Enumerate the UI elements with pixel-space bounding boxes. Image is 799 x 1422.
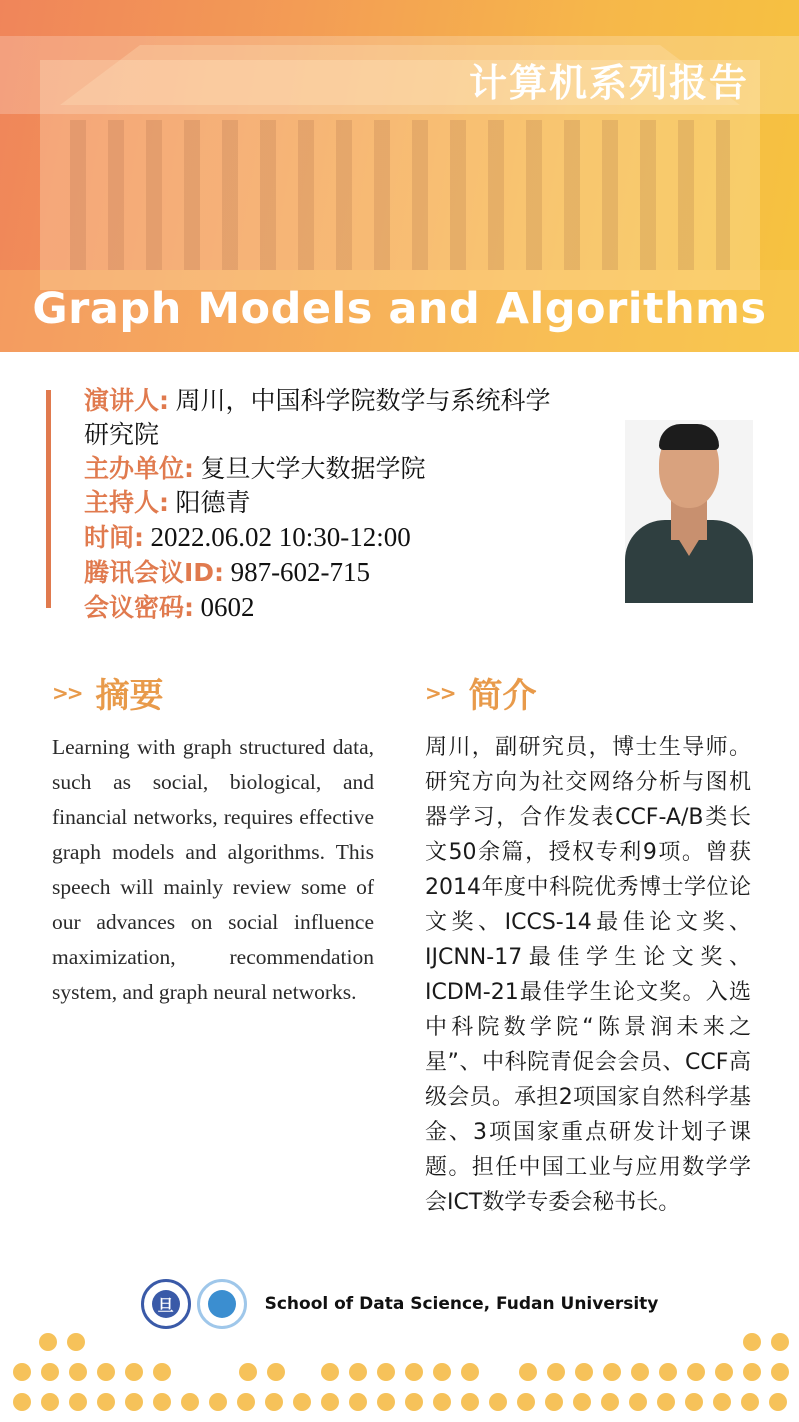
decorative-dot [97,1393,115,1411]
decorative-dot [741,1393,759,1411]
decorative-dot [293,1393,311,1411]
chevron-right-icon: >> [425,680,455,705]
decorative-dot [67,1333,85,1351]
decorative-dot [153,1363,171,1381]
decorative-dot [41,1393,59,1411]
host-org-value: 复旦大学大数据学院 [200,454,426,483]
decorative-dot [771,1333,789,1351]
speaker-label: 演讲人: [84,386,169,415]
talk-title: Graph Models and Algorithms [32,284,767,334]
decorative-dot [265,1393,283,1411]
speaker-value-continued: 研究院 [84,420,160,449]
decorative-dot [377,1363,395,1381]
decorative-dot [39,1333,57,1351]
abstract-text: Learning with graph structured data, such as social, biological, and financial networks, requires effective graph models and algorithms. This speech will mainly review some of our advances on social influence maximization, recommendation system, and graph neural networks. [52,735,374,1004]
decorative-dot [547,1363,565,1381]
decorative-dot [629,1393,647,1411]
decorative-dot [573,1393,591,1411]
decorative-dot [41,1363,59,1381]
fudan-university-logo-icon: 旦 [141,1279,191,1329]
decorative-dot [575,1363,593,1381]
decorative-dot [631,1363,649,1381]
decorative-dot [69,1363,87,1381]
password-label: 会议密码: [84,593,194,622]
decorative-dot [743,1363,761,1381]
decorative-dot [433,1393,451,1411]
meeting-id-value: 987-602-715 [230,557,371,587]
decorative-dot [687,1363,705,1381]
decorative-dot [713,1393,731,1411]
decorative-dot [321,1393,339,1411]
decorative-dot [267,1363,285,1381]
meeting-id-label: 腾讯会议ID: [84,558,225,587]
decorative-dot [181,1393,199,1411]
footer-text: School of Data Science, Fudan University [264,1294,659,1314]
decorative-dot [153,1393,171,1411]
decorative-dot [125,1363,143,1381]
decorative-dot [433,1363,451,1381]
host-org-label: 主办单位: [84,454,194,483]
decorative-dot [13,1393,31,1411]
decorative-dot [461,1363,479,1381]
time-value: 2022.06.02 10:30-12:00 [150,522,411,552]
decorative-dot [405,1363,423,1381]
decorative-dot [237,1393,255,1411]
decorative-dot [771,1363,789,1381]
abstract-heading-text: 摘要 [95,676,164,716]
bio-text: 周川，副研究员，博士生导师。研究方向为社交网络分析与图机器学习，合作发表CCF-A/B类长文50余篇，授权专利9项。曾获2014年度中科院优秀博士学位论文奖、ICCS-14最佳论文奖、IJCNN-17最佳学生论文奖、ICDM-21最佳学生论文奖。入选中科院数学院“陈景润未来之星”、中科院青促会会员、CCF高级会员。承担2项国家自然科学基金、3项国家重点研发计划子课题。担任中国工业与应用数学学会ICT数学专委会秘书长。 [425,735,751,1215]
decorative-dot [657,1393,675,1411]
decorative-dot [769,1393,787,1411]
decorative-dot [209,1393,227,1411]
decorative-dot [377,1393,395,1411]
time-label: 时间: [84,523,144,552]
decorative-dot [321,1363,339,1381]
series-title: 计算机系列报告 [468,61,749,105]
decorative-dot [405,1393,423,1411]
bio-heading-text: 简介 [468,676,537,716]
decorative-dot [659,1363,677,1381]
decorative-dot [349,1363,367,1381]
password-value: 0602 [200,592,255,622]
decorative-dot [517,1393,535,1411]
chair-value: 阳德青 [175,488,251,517]
decorative-dot [489,1393,507,1411]
decorative-dot [349,1393,367,1411]
decorative-dot [545,1393,563,1411]
decorative-dot [69,1393,87,1411]
chair-label: 主持人: [84,488,169,517]
decorative-dot [13,1363,31,1381]
chevron-right-icon: >> [52,680,82,705]
decorative-dot [715,1363,733,1381]
decorative-dot [97,1363,115,1381]
decorative-dot [743,1333,761,1351]
decorative-dot [239,1363,257,1381]
decorative-dot [461,1393,479,1411]
decorative-dot [603,1363,621,1381]
decorative-dot [685,1393,703,1411]
speaker-value: 周川，中国科学院数学与系统科学 [175,386,551,415]
decorative-dot [519,1363,537,1381]
decorative-dot [125,1393,143,1411]
decorative-dot [601,1393,619,1411]
